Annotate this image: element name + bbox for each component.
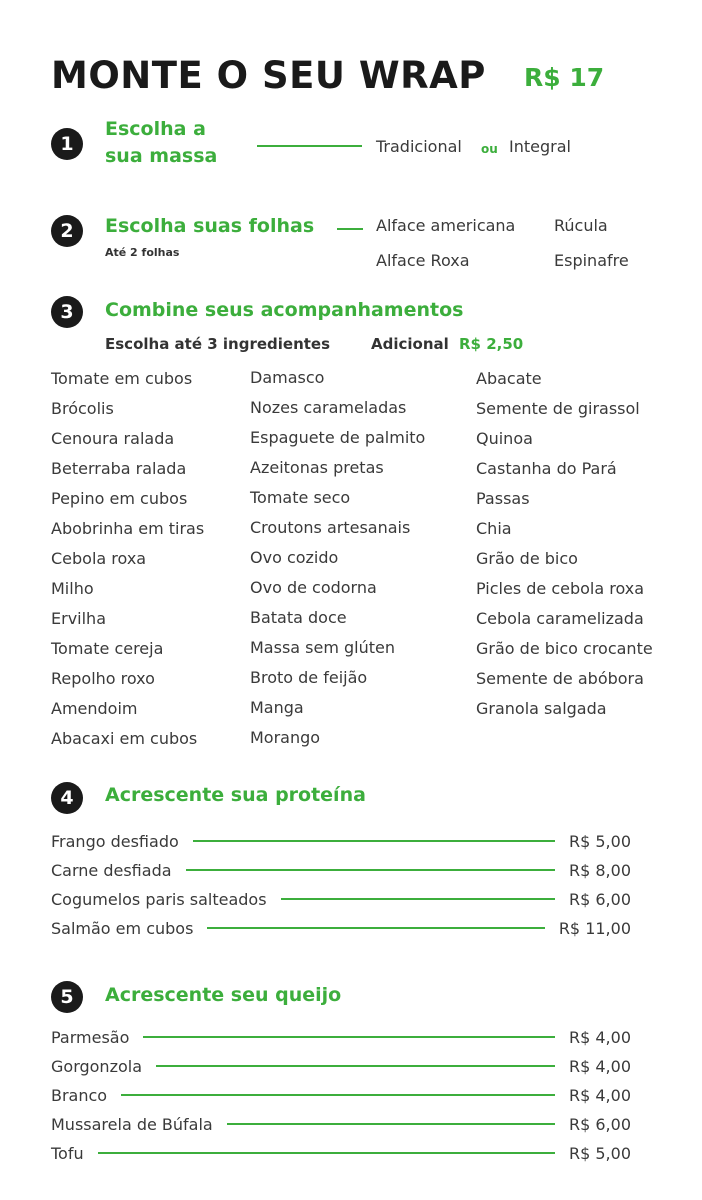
leader-line: [121, 1094, 555, 1096]
leaf-option: Alface americana: [376, 216, 516, 235]
step-5-badge: 5: [51, 981, 83, 1013]
list-item: Massa sem glúten: [250, 638, 396, 657]
price-row: [51, 829, 631, 853]
list-item: Semente de abóbora: [476, 669, 644, 688]
step-1-title-line2: sua massa: [105, 145, 218, 167]
list-item: Picles de cebola roxa: [476, 579, 645, 598]
price-row: [51, 1141, 631, 1165]
list-item: Abobrinha em tiras: [51, 519, 205, 538]
step-5-title: Acrescente seu queijo: [105, 984, 342, 1006]
leader-line: [186, 869, 555, 871]
step-2-title: Escolha suas folhas: [105, 215, 315, 237]
leader-line: [281, 898, 555, 900]
item-price: R$ 11,00: [558, 918, 631, 938]
list-item: Tomate em cubos: [51, 369, 193, 388]
step-3-extra-label: Adicional: [371, 335, 449, 353]
list-item: Azeitonas pretas: [250, 458, 384, 477]
item-name: Tofu: [51, 1143, 84, 1163]
wrap-price: R$ 17: [524, 63, 605, 92]
item-name: Cogumelos paris salteados: [51, 889, 267, 909]
item-price: R$ 5,00: [568, 831, 631, 851]
list-item: Milho: [51, 579, 94, 598]
step-4-badge: 4: [51, 782, 83, 814]
item-price: R$ 5,00: [568, 1143, 631, 1163]
leader-line: [193, 840, 555, 842]
list-item: Tomate seco: [250, 488, 351, 507]
item-name: Mussarela de Búfala: [51, 1114, 213, 1134]
list-item: Pepino em cubos: [51, 489, 188, 508]
list-item: Chia: [476, 519, 512, 538]
list-item: Amendoim: [51, 699, 138, 718]
ingredients-column-2: [250, 363, 425, 753]
list-item: Semente de girassol: [476, 399, 640, 418]
list-item: Ervilha: [51, 609, 106, 628]
leaf-option: Espinafre: [554, 251, 629, 270]
price-row: [51, 858, 631, 882]
option-connector: ou: [481, 142, 498, 156]
list-item: Passas: [476, 489, 530, 508]
leader-line: [207, 927, 544, 929]
option-integral: Integral: [509, 137, 571, 156]
item-name: Branco: [51, 1085, 108, 1105]
list-item: Abacate: [476, 369, 542, 388]
step-3-extra-price: R$ 2,50: [459, 335, 524, 353]
step-2-note: Até 2 folhas: [105, 246, 180, 259]
list-item: Morango: [250, 728, 321, 747]
step-1-divider: [257, 145, 362, 147]
list-item: Grão de bico crocante: [476, 639, 653, 658]
step-3-note: Escolha até 3 ingredientes: [105, 335, 331, 353]
list-item: Espaguete de palmito: [250, 428, 426, 447]
list-item: Cebola caramelizada: [476, 609, 644, 628]
leader-line: [143, 1036, 555, 1038]
step-3-badge: 3: [51, 296, 83, 328]
item-name: Carne desfiada: [51, 860, 172, 880]
list-item: Manga: [250, 698, 304, 717]
item-name: Parmesão: [51, 1027, 130, 1047]
step-4-title: Acrescente sua proteína: [105, 784, 366, 806]
item-price: R$ 4,00: [568, 1085, 631, 1105]
price-row: [51, 1054, 631, 1078]
ingredients-column-3: [476, 364, 653, 724]
leader-line: [156, 1065, 555, 1067]
item-price: R$ 4,00: [568, 1027, 631, 1047]
item-price: R$ 6,00: [568, 1114, 631, 1134]
item-price: R$ 6,00: [568, 889, 631, 909]
list-item: Nozes carameladas: [250, 398, 407, 417]
option-tradicional: Tradicional: [376, 137, 462, 156]
price-row: [51, 916, 631, 940]
price-row: [51, 1025, 631, 1049]
price-row: [51, 887, 631, 911]
list-item: Ovo cozido: [250, 548, 339, 567]
leaf-option: Rúcula: [554, 216, 608, 235]
list-item: Cebola roxa: [51, 549, 147, 568]
list-item: Quinoa: [476, 429, 533, 448]
list-item: Brócolis: [51, 399, 114, 418]
item-name: Salmão em cubos: [51, 918, 194, 938]
list-item: Repolho roxo: [51, 669, 155, 688]
step-3-title: Combine seus acompanhamentos: [105, 299, 464, 321]
page-title: MONTE O SEU WRAP: [51, 54, 486, 97]
step-2-divider: [337, 228, 363, 230]
price-row: [51, 1112, 631, 1136]
list-item: Damasco: [250, 368, 325, 387]
list-item: Castanha do Pará: [476, 459, 617, 478]
list-item: Broto de feijão: [250, 668, 368, 687]
item-name: Gorgonzola: [51, 1056, 143, 1076]
leader-line: [227, 1123, 555, 1125]
list-item: Abacaxi em cubos: [51, 729, 198, 748]
item-name: Frango desfiado: [51, 831, 179, 851]
list-item: Tomate cereja: [51, 639, 164, 658]
list-item: Beterraba ralada: [51, 459, 187, 478]
price-row: [51, 1083, 631, 1107]
step-1-title-line1: Escolha a: [105, 118, 206, 140]
list-item: Batata doce: [250, 608, 347, 627]
list-item: Grão de bico: [476, 549, 578, 568]
ingredients-column-1: [51, 364, 204, 754]
step-2-badge: 2: [51, 215, 83, 247]
leaf-option: Alface Roxa: [376, 251, 470, 270]
list-item: Croutons artesanais: [250, 518, 411, 537]
list-item: Granola salgada: [476, 699, 607, 718]
step-1-badge: 1: [51, 128, 83, 160]
leader-line: [98, 1152, 555, 1154]
item-price: R$ 8,00: [568, 860, 631, 880]
list-item: Cenoura ralada: [51, 429, 175, 448]
item-price: R$ 4,00: [568, 1056, 631, 1076]
list-item: Ovo de codorna: [250, 578, 377, 597]
